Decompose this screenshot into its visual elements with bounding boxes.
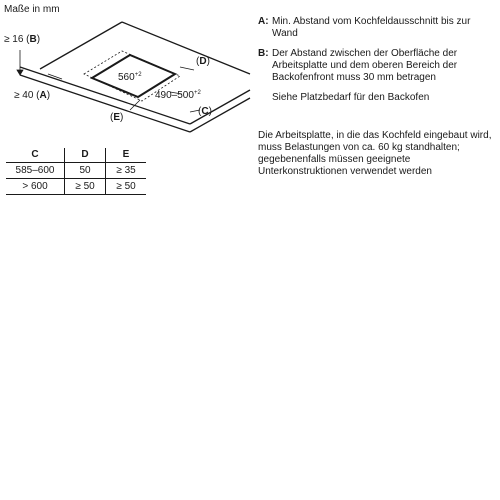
table-cell: 50	[65, 163, 106, 179]
note-a-text: Min. Abstand vom Kochfeldausschnitt bis zur Wand	[272, 16, 471, 39]
cutout-diagram	[0, 20, 255, 140]
width-dimension: $560^{+2}$	[118, 72, 142, 83]
table-cell: ≥ 50	[106, 179, 147, 195]
label-d: (D)	[196, 56, 210, 67]
label-b: ≥ 16 (B)	[4, 34, 41, 45]
note-b	[258, 48, 496, 84]
label-a: ≥ 40 (A)	[14, 90, 51, 101]
note-b-text: Der Abstand zwischen der Oberfläche der Arbeitsplatte und dem oberen Bereich der Backofenfront muss 30 mm betragen	[272, 48, 458, 83]
table-cell: 585–600	[6, 163, 65, 179]
table-header-row	[6, 148, 146, 163]
note-b-key: B:	[258, 48, 269, 59]
table-row	[6, 179, 146, 195]
note-a	[258, 16, 496, 40]
units-label: Maße in mm	[4, 4, 60, 15]
table-header: D	[65, 148, 106, 163]
label-c: (C)	[198, 106, 212, 117]
table-cell: ≥ 35	[106, 163, 147, 179]
note-see-also: Siehe Platzbedarf für den Backofen	[272, 92, 430, 103]
worktop-load-note: Die Arbeitsplatte, in die das Kochfeld eingebaut wird, muss Belastungen von ca. 60 kg standhalten; gegebenenfalls müssen geeignete Unterkonstruktionen verwendet werden	[258, 130, 492, 177]
table-row	[6, 163, 146, 179]
note-a-key: A:	[258, 16, 269, 27]
table-header: C	[6, 148, 65, 163]
label-e: (E)	[110, 112, 124, 123]
notes-column	[258, 16, 496, 178]
table-cell: > 600	[6, 179, 65, 195]
dimension-table	[6, 148, 146, 195]
depth-dimension: $490-500^{+2}$	[155, 90, 201, 101]
table-cell: ≥ 50	[65, 179, 106, 195]
table-header: E	[106, 148, 147, 163]
